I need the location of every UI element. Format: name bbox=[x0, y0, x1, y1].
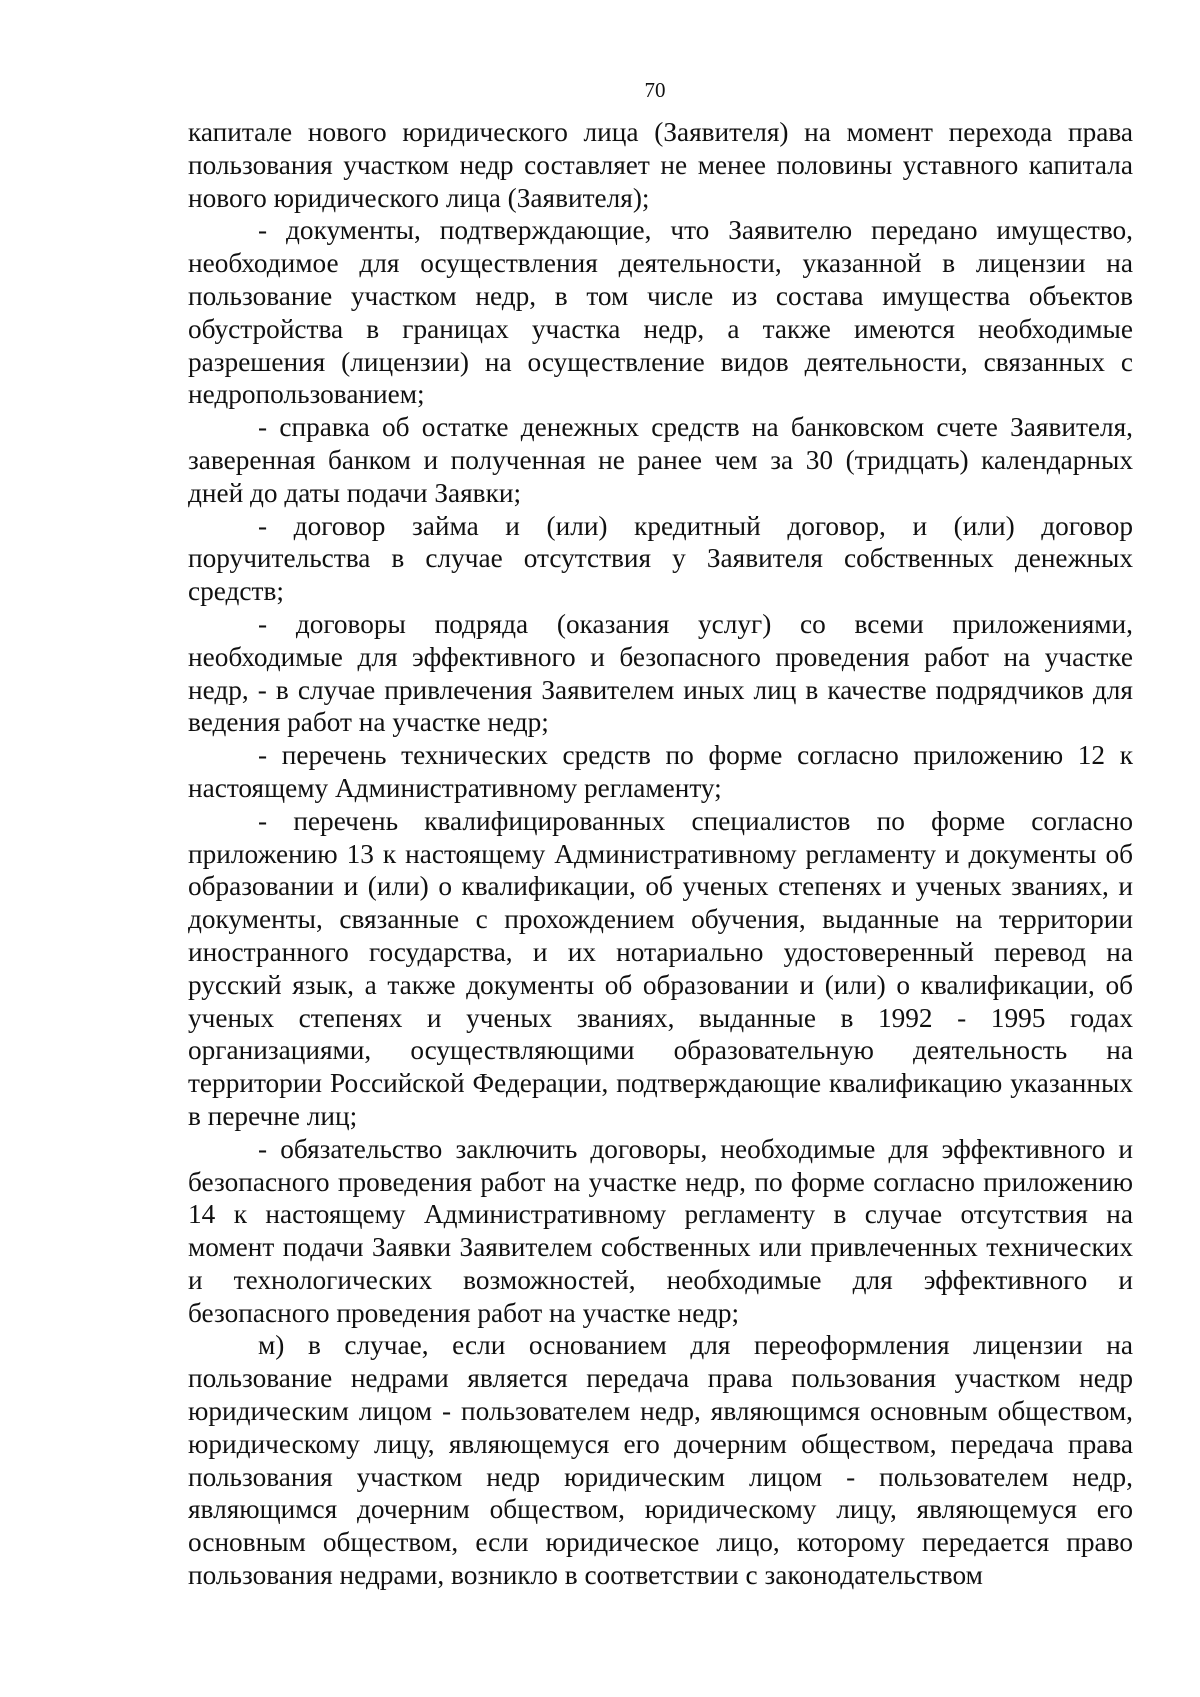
paragraph-obligation: - обязательство заключить договоры, необходимые для эффективного и безопасного проведения работ на участке недр, по форме согласно приложению 14 к настоящему Административному регламенту в случае отсутствия на момент подачи Заявки Заявителем собственных или привлеченных технических и технологических возможностей, необходимые для эффективного и безопасного проведения работ на участке недр; bbox=[188, 1133, 1133, 1328]
page-number: 70 bbox=[644, 78, 666, 102]
paragraph-bank-statement: - справка об остатке денежных средств на банковском счете Заявителя, заверенная банком и полученная не ранее чем за 30 (тридцать) календарных дней до даты подачи Заявки; bbox=[188, 412, 1133, 508]
paragraph-property-documents: - документы, подтверждающие, что Заявителю передано имущество, необходимое для осуществления деятельности, указанной в лицензии на пользование участком недр, в том числе из состава имущества объектов обустройства в границах участка недр, а также имеются необходимые разрешения (лицензии) на осуществление видов деятельности, связанных с недропользованием; bbox=[188, 215, 1133, 410]
paragraph-item-m: м) в случае, если основанием для переоформления лицензии на пользование недрами является передача права пользования участком недр юридическим лицом - пользователем недр, являющимся основным обществом, юридическому лицу, являющемуся его дочерним обществом, передача права пользования участком недр юридическим лицом - пользователем недр, являющимся дочерним обществом, юридическому лицу, являющемуся его основным обществом, если юридическое лицо, которому передается право пользования недрами, возникло в соответствии с законодательством bbox=[188, 1330, 1133, 1591]
paragraph-technical-means: - перечень технических средств по форме согласно приложению 12 к настоящему Административному регламенту; bbox=[188, 740, 1133, 803]
document-body bbox=[188, 116, 1133, 1592]
paragraph-specialists: - перечень квалифицированных специалистов по форме согласно приложению 13 к настоящему Административному регламенту и документы об образовании и (или) о квалификации, об ученых степенях и ученых званиях, и документы, связанные с прохождением обучения, выданные на территории иностранного государства, и их нотариально удостоверенный перевод на русский язык, а также документы об образовании и (или) о квалификации, об ученых степенях и ученых званиях, выданные в 1992 - 1995 годах организациями, осуществляющими образовательную деятельность на территории Российской Федерации, подтверждающие квалификацию указанных в перечне лиц; bbox=[188, 805, 1133, 1131]
paragraph-capital: капитале нового юридического лица (Заявителя) на момент перехода права пользования участком недр составляет не менее половины уставного капитала нового юридического лица (Заявителя); bbox=[188, 117, 1133, 213]
paragraph-loan-agreement: - договор займа и (или) кредитный договор, и (или) договор поручительства в случае отсутствия у Заявителя собственных денежных средств; bbox=[188, 510, 1133, 607]
paragraph-contracts: - договоры подряда (оказания услуг) со всеми приложениями, необходимые для эффективного и безопасного проведения работ на участке недр, - в случае привлечения Заявителем иных лиц в качестве подрядчиков для ведения работ на участке недр; bbox=[188, 608, 1133, 738]
